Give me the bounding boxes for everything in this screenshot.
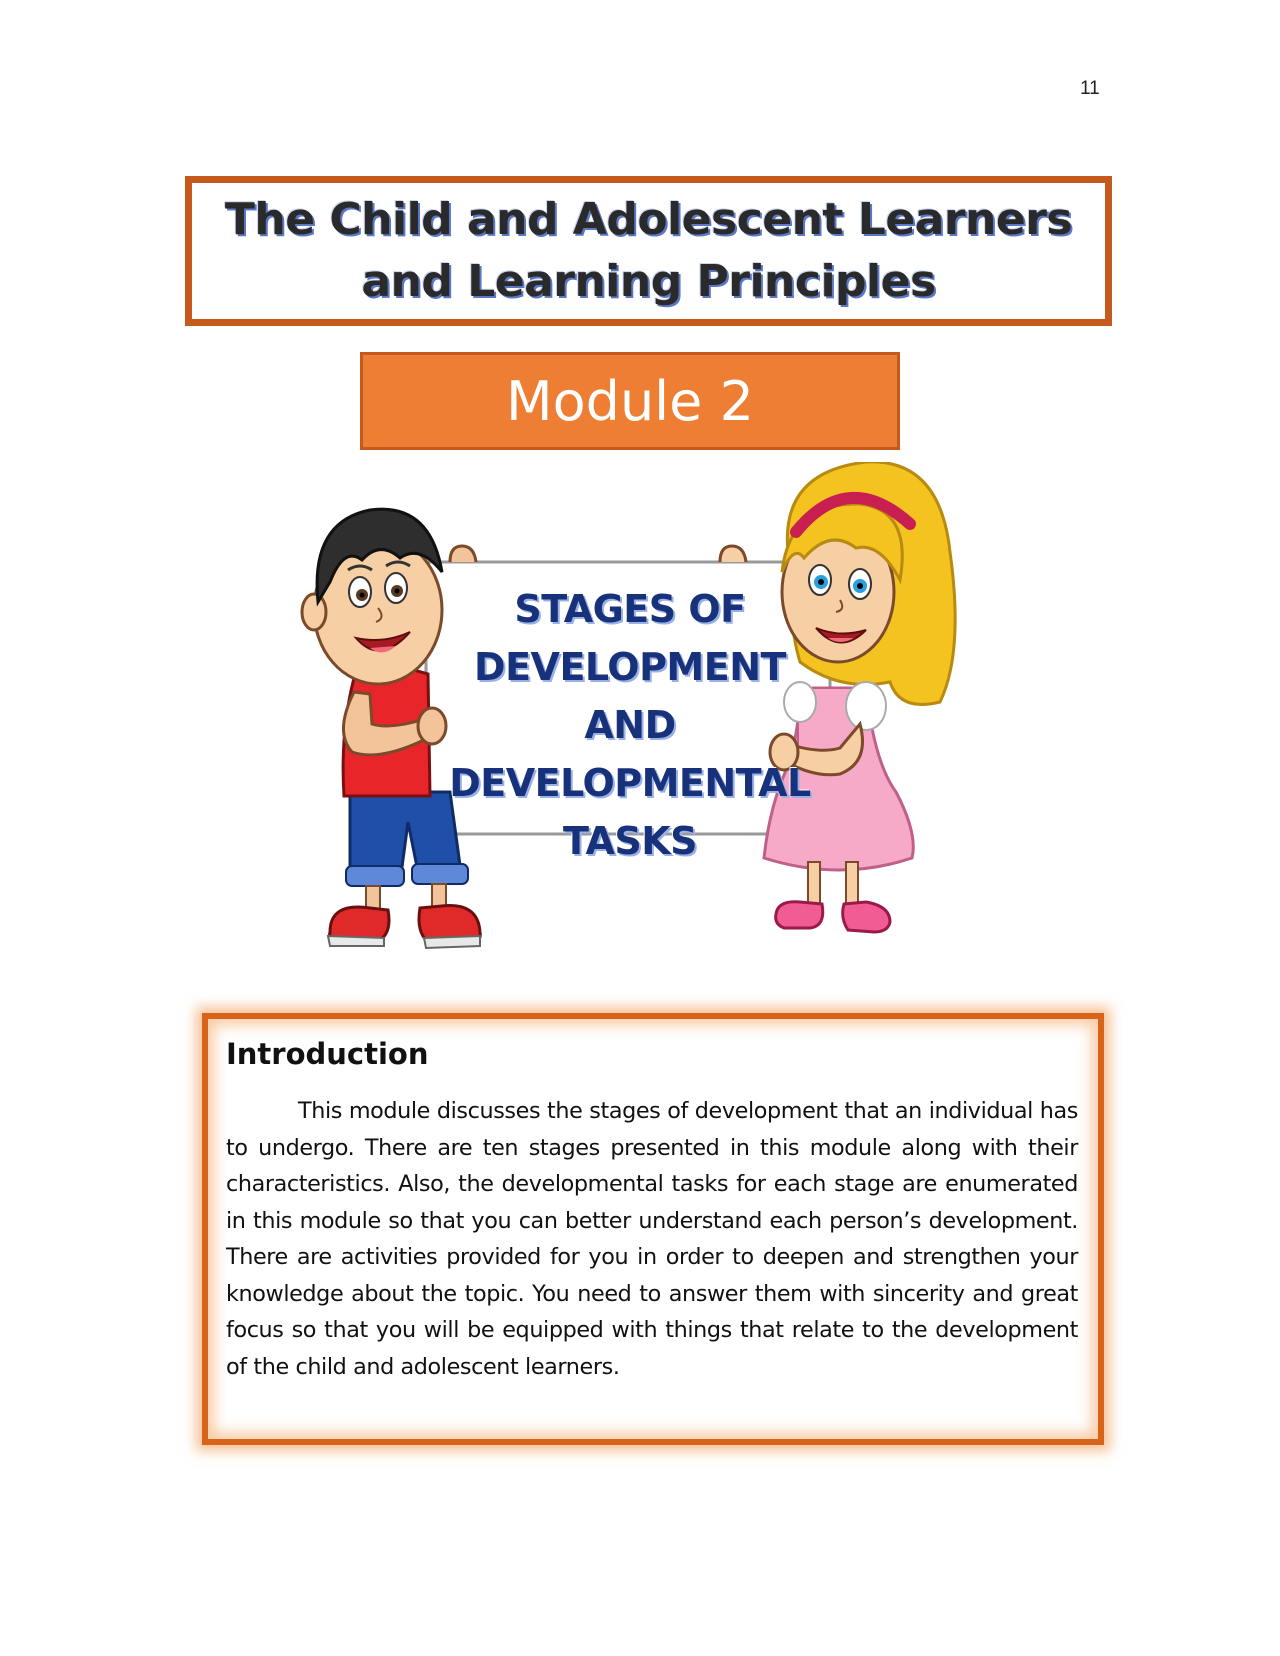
course-title-line-2: and Learning Principles xyxy=(361,256,936,307)
sign-line: DEVELOPMENT xyxy=(474,645,786,689)
sign-line: TASKS xyxy=(562,819,698,863)
course-title-box xyxy=(185,176,1112,326)
sign-title xyxy=(430,580,830,870)
sign-line: AND xyxy=(584,703,676,747)
sign-line: DEVELOPMENTAL xyxy=(449,761,811,805)
page-number: 11 xyxy=(1080,78,1100,99)
sign-line: STAGES OF xyxy=(514,587,746,631)
module-label: Module 2 xyxy=(506,369,754,433)
course-title-line-1: The Child and Adolescent Learners xyxy=(224,194,1073,245)
introduction-box xyxy=(202,1013,1104,1445)
introduction-heading: Introduction xyxy=(226,1037,429,1071)
introduction-paragraph: This module discusses the stages of development that an individual has to undergo. There are ten stages presented in this module along with their characteristics. Also, the developmental tasks for each stage are enumerated in this module so that you can better understand each person’s development. There are activities provided for you in order to deepen and strengthen your knowledge about the topic. You need to answer them with sincerity and great focus so that you will be equipped with things that relate to the development of the child and adolescent learners. xyxy=(226,1098,1078,1380)
module-banner xyxy=(360,352,900,450)
